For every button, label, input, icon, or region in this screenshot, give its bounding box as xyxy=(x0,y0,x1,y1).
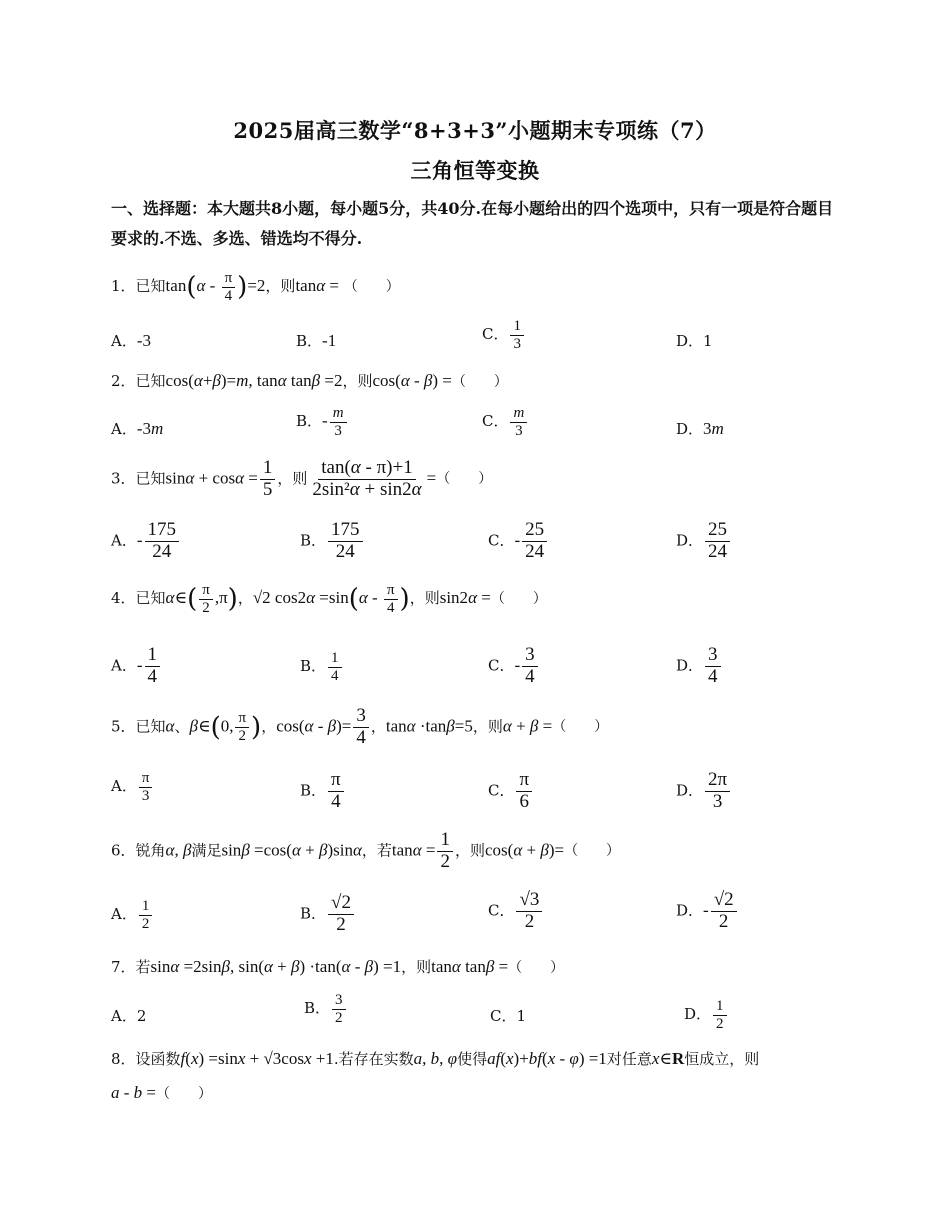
q6-option-d: D．- $\frac{√2}{2}$ xyxy=(676,890,739,933)
q4-option-b: B． $\frac{1}{4}$ xyxy=(300,650,344,684)
q2-option-c: C． $\frac{m}{3}$ xyxy=(482,405,529,439)
q4-option-d: D． $\frac{3}{4}$ xyxy=(676,645,723,688)
q4-option-a: A．- $\frac{1}{4}$ xyxy=(111,645,162,688)
section-heading: 一、选择题：本大题共8小题，每小题5分，共40分.在每小题给出的四个选项中，只有一项是符合题目要求的.不选、多选、错选均不得分. xyxy=(111,199,834,248)
q3-option-c: C．- $\frac{25}{24}$ xyxy=(488,520,549,563)
q3-option-b: B． $\frac{175}{24}$ xyxy=(300,520,365,563)
question-6: 6．锐角α, β满足sinβ =cos(α + β)sinα，若tanα = $\frac{1}{2}$ ，则cos(α + β)=（ ） xyxy=(111,829,621,872)
q6-option-a: A． $\frac{1}{2}$ xyxy=(111,898,154,932)
question-3: 3．已知sinα + cosα = $\frac{1}{5}$ ，则 $\frac{\tan(\alpha - \pi)+1}{\text{2sin²α + sin2α}}$ =（ ） xyxy=(111,457,493,500)
q2-option-d: D．3m xyxy=(676,419,724,438)
question-8-continued: a - b =（ ） xyxy=(111,1083,213,1102)
q5-option-c: C． $\frac{\pi}{6}$ xyxy=(488,770,534,813)
q5-option-d: D． $\frac{2\pi}{3}$ xyxy=(676,770,732,813)
q2-option-b: B．- $\frac{m}{3}$ xyxy=(296,405,349,439)
q1-option-a: A．-3 xyxy=(111,331,152,350)
q7-option-a: A．2 xyxy=(111,1007,147,1025)
q7-option-b: B． $\frac{3}{2}$ xyxy=(304,992,348,1026)
q7-option-c: C．1 xyxy=(490,1007,527,1025)
q7-option-d: D． $\frac{1}{2}$ xyxy=(684,998,729,1032)
q3-option-d: D． $\frac{25}{24}$ xyxy=(676,520,732,563)
document-subtitle: 三角恒等变换 xyxy=(410,158,540,183)
question-2: 2．已知cos(α+β)=m, tanα tanβ =2，则cos(α - β) =（ ） xyxy=(111,371,508,390)
q1-option-c: C． $\frac{1}{3}$ xyxy=(482,318,526,352)
q5-option-a: A． $\frac{\pi}{3}$ xyxy=(111,770,154,804)
question-1: 1．已知tan(α - $\frac{\pi}{4}$ )=2，则tanα = （ ） xyxy=(111,270,400,304)
question-8: 8．设函数f(x) =sinx + √3cosx +1.若存在实数a, b, φ使得af(x)+bf(x - φ) =1对任意x∈R恒成立，则 xyxy=(111,1049,760,1068)
question-5: 5．已知α、β∈(0, $\frac{\pi}{2}$ )，cos(α - β)= $\frac{3}{4}$ ，tanα ·tanβ=5，则α + β =（ ） xyxy=(111,705,609,748)
q5-option-b: B． $\frac{\pi}{4}$ xyxy=(300,770,346,813)
q3-option-a: A．- $\frac{175}{24}$ xyxy=(111,520,181,563)
q2-option-a: A．-3m xyxy=(111,419,164,438)
q1-option-d: D．1 xyxy=(676,332,713,350)
q6-option-b: B． $\frac{√2}{2}$ xyxy=(300,893,356,936)
q4-option-c: C．- $\frac{3}{4}$ xyxy=(488,645,540,688)
question-7: 7．若sinα =2sinβ, sin(α + β) ·tan(α - β) =1，则tanα tanβ =（ ） xyxy=(111,957,565,976)
question-4: 4．已知α∈( $\frac{\pi}{2}$ ,π)，√2 cos2α =sin(α - $\frac{\pi}{4}$ )，则sin2α =（ ） xyxy=(111,582,547,616)
q1-option-b: B．-1 xyxy=(296,331,337,350)
document-title: 2025届高三数学“8+3+3”小题期末专项练（7） xyxy=(233,118,717,143)
q6-option-c: C． $\frac{√3}{2}$ xyxy=(488,890,544,933)
